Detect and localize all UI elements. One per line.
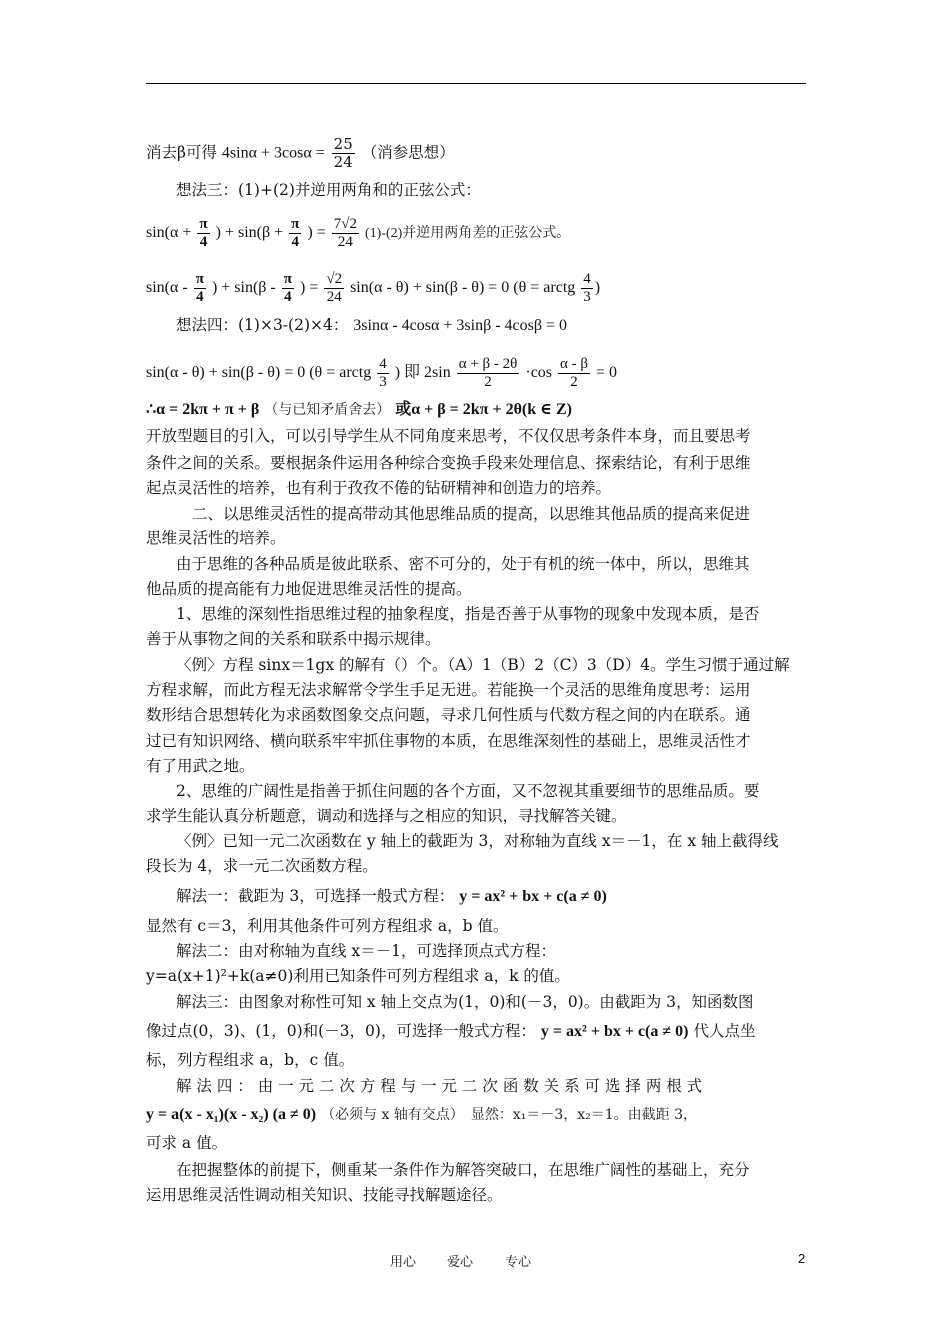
paragraph-line: 2、思维的广阔性是指善于抓住问题的各个方面，又不忽视其重要细节的思维品质。要 (176, 782, 760, 800)
paragraph-line: 善于从事物之间的关系和联系中揭示规律。 (146, 630, 441, 648)
paragraph-line: 解法一：截距为 3，可选择一般式方程： y = ax² + bx + c(a ≠ 0) (176, 887, 607, 905)
equation-line-7: ∴α = 2kπ + π + β （与已知矛盾舍去） 或α + β = 2kπ + 2θ(k ∈ Z) (146, 401, 573, 418)
paragraph-line: 过已有知识网络、横向联系牢牢抓住事物的本质，在思维深刻性的基础上，思维灵活性才 (146, 732, 751, 750)
text: 消去β可得 (146, 143, 217, 162)
footer-text: 用心 (390, 1255, 417, 1270)
paragraph-line: 数形结合思想转化为求函数图象交点问题，寻求几何性质与代数方程之间的内在联系。通 (146, 706, 751, 724)
paragraph-line: 思维灵活性的培养。 (146, 529, 286, 547)
equation-line-4: sin(α - $\frac{\pi}{4}$ ) + sin(β - $\frac{\pi}{4}$ ) = $\frac{√2}{24}$ sin(α - θ) + sin(β - θ) = 0 (θ = arctg $\frac{4}{3}$ ) (146, 271, 601, 305)
section-heading: 二、以思维灵活性的提高带动其他思维品质的提高，以思维其他品质的提高来促进 (192, 505, 751, 523)
paragraph-line: 运用思维灵活性调动相关知识、技能寻找解题途径。 (146, 1186, 503, 1204)
paragraph-line: 〈例〉方程 sinx＝1gx 的解有（）个。（A）1（B）2（C）3（D）4。学生习惯于通过解 (176, 656, 790, 674)
math: 4sinα + 3cosα = (221, 144, 325, 162)
fraction: $\frac{25}{24}$ (333, 135, 353, 171)
paragraph-line: 显然有 c＝3，利用其他条件可列方程组求 a，b 值。 (146, 917, 509, 935)
paragraph-line: 有了用武之地。 (146, 757, 255, 775)
paragraph-line: 方程求解，而此方程无法求解常令学生手足无进。若能换一个灵活的思维角度思考：运用 (146, 681, 751, 699)
footer-text: 专心 (505, 1255, 532, 1270)
text: （消参思想） (361, 143, 455, 162)
paragraph-line: 在把握整体的前提下，侧重某一条件作为解答突破口，在思维广阔性的基础上，充分 (176, 1161, 750, 1179)
paragraph-line: 他品质的提高能有力地促进思维灵活性的提高。 (146, 580, 472, 598)
equation-line-3: sin(α + $\frac{\pi}{4}$ ) + sin(β + $\frac{\pi}{4}$ ) = $\frac{7√2}{24}$ (1)-(2)并逆用两角差的正弦公式。 (146, 216, 571, 250)
paragraph-line: 标，列方程组求 a，b，c 值。 (146, 1051, 355, 1069)
paragraph-line: y = a(x - x₁)(x - x₂) (a ≠ 0) （必须与 x 轴有交点） 显然：x₁＝－3，x₂＝1。由截距 3， (146, 1106, 698, 1123)
paragraph-line: 由于思维的各种品质是彼此联系、密不可分的，处于有机的统一体中，所以，思维其 (176, 555, 750, 573)
paragraph-line: 解法三：由图象对称性可知 x 轴上交点为(1，0)和(－3，0)。由截距为 3，知函数图 (176, 993, 754, 1011)
page-number: 2 (798, 1251, 806, 1266)
paragraph-line: 开放型题目的引入，可以引导学生从不同角度来思考，不仅仅思考条件本身，而且要思考 (146, 427, 751, 445)
paragraph-line: 求学生能认真分析题意，调动和选择与之相应的知识，寻找解答关键。 (146, 807, 627, 825)
paragraph-line: 〈例〉已知一元二次函数在 y 轴上的截距为 3，对称轴为直线 x＝－1，在 x 轴上截得线 (176, 832, 779, 850)
paragraph-line: 可求 a 值。 (146, 1134, 228, 1152)
equation-line-6: sin(α - θ) + sin(β - θ) = 0 (θ = arctg $\frac{4}{3}$ ) 即 2sin $\frac{\alpha + \beta - 2\theta}{2}$ ·cos $\frac{\alpha - \beta}{2}$ = 0 (146, 356, 618, 390)
paragraph-line: 想法三：(1)+(2)并逆用两角和的正弦公式： (176, 181, 481, 199)
paragraph-line: 想法四：(1)×3-(2)×4： 3sinα - 4cosα + 3sinβ - 4cosβ = 0 (176, 316, 568, 334)
paragraph-line: 像过点(0，3)、(1，0)和(－3，0)，可选择一般式方程： y = ax² + bx + c(a ≠ 0) 代人点坐 (146, 1022, 756, 1040)
paragraph-line: 段长为 4，求一元二次函数方程。 (146, 857, 378, 875)
paragraph-line: 1、思维的深刻性指思维过程的抽象程度，指是否善于从事物的现象中发现本质，是否 (176, 605, 760, 623)
paragraph-line: 解法二：由对称轴为直线 x＝－1，可选择顶点式方程： (176, 942, 557, 960)
equation-line-1 (146, 136, 806, 171)
paragraph-line: 条件之间的关系。要根据条件运用各种综合变换手段来处理信息、探索结论，有利于思维 (146, 454, 751, 472)
paragraph-line: y=a(x+1)²+k(a≠0)利用已知条件可列方程组求 a，k 的值。 (146, 967, 570, 985)
footer-text: 爱心 (447, 1255, 474, 1270)
paragraph-line: 解 法 四 ： 由 一 元 二 次 方 程 与 一 元 二 次 函 数 关 系 可 选 择 两 根 式 (176, 1077, 703, 1095)
paragraph-line: 起点灵活性的培养，也有利于孜孜不倦的钻研精神和创造力的培养。 (146, 479, 612, 497)
header-rule (146, 83, 806, 84)
